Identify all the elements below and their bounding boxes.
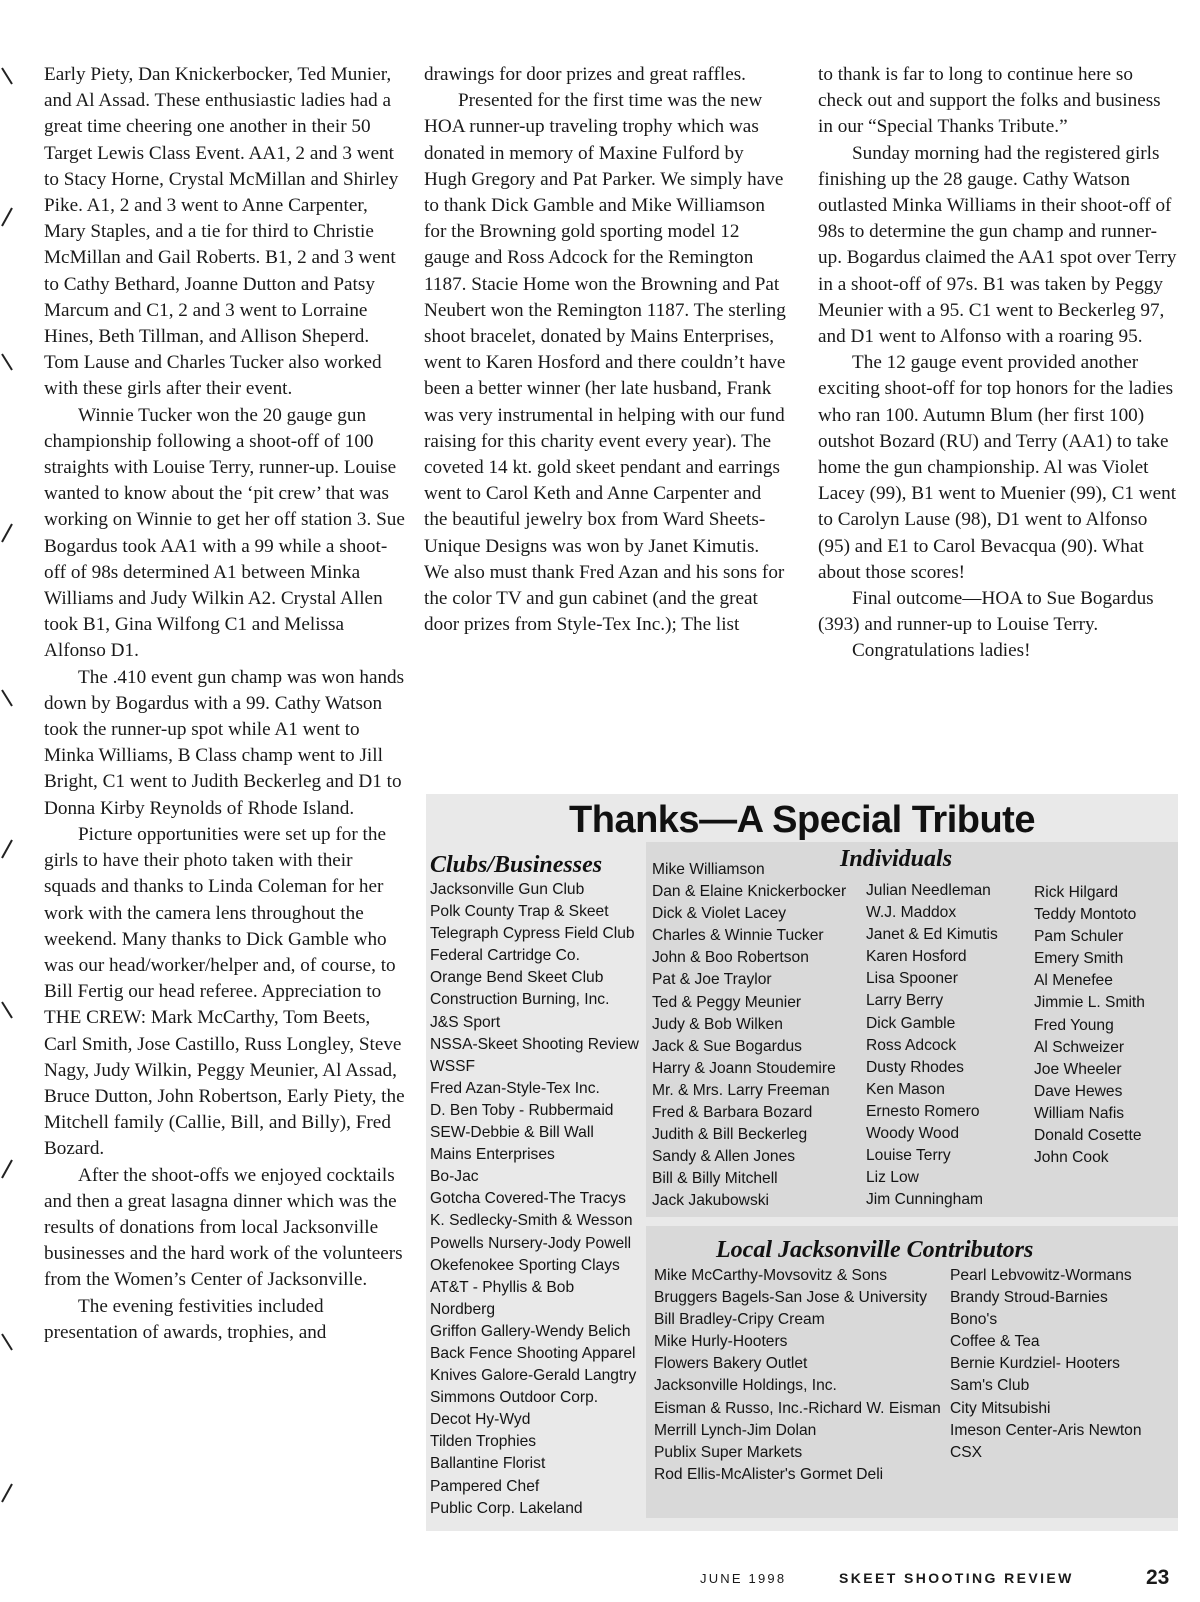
list-item: Gotcha Covered-The Tracys — [430, 1190, 626, 1208]
paragraph: to thank is far to long to continue here so check out and support the folks and business in our “Special Thanks Tribute.” — [818, 64, 1161, 138]
list-item: Pearl Lebvowitz-Wormans — [950, 1267, 1132, 1284]
list-item: Orange Bend Skeet Club — [430, 969, 604, 987]
list-item: Donald Cosette — [1034, 1127, 1142, 1145]
list-item: D. Ben Toby - Rubbermaid — [430, 1101, 614, 1119]
list-item: Woody Wood — [866, 1125, 960, 1143]
list-item: Fred Young — [1034, 1016, 1114, 1034]
local-contributors-list-1 — [654, 1265, 941, 1486]
list-item: Okefenokee Sporting Clays — [430, 1256, 620, 1274]
list-item: Mains Enterprises — [430, 1146, 555, 1164]
list-item: Coffee & Tea — [950, 1333, 1040, 1351]
article-column-1 — [44, 62, 406, 1346]
list-item: Sandy & Allen Jones — [652, 1148, 796, 1166]
article-column-2 — [424, 62, 788, 638]
list-item: Simmons Outdoor Corp. — [430, 1389, 599, 1407]
list-item: Joe Wheeler — [1034, 1060, 1122, 1078]
list-item: Pat & Joe Traylor — [652, 971, 772, 989]
paragraph: After the shoot-offs we enjoyed cocktails and then a great lasagna dinner which was the results of donations from local Jacksonville businesses and the hard work of the volunteers from the Women’s Center of Jacksonville. — [44, 1164, 403, 1291]
special-tribute-box — [426, 794, 1178, 1531]
list-item: Karen Hosford — [866, 948, 967, 966]
paragraph: Sunday morning had the registered girls finishing up the 28 gauge. Cathy Watson outlasted Minka Williams in their shoot-off of 98s to determine the gun champ and runner-up. Bogardus claimed the AA1 spot over Terry in a shoot-off of 97s. B1 was taken by Peggy Meunier with a 95. C1 went to Beckerleg 97, and D1 went to Alfonso with a roaring 95. — [818, 142, 1177, 348]
list-item: Ernesto Romero — [866, 1102, 980, 1120]
list-item: Sam's Club — [950, 1377, 1030, 1395]
list-item: Bono's — [950, 1311, 998, 1329]
list-item: Publix Super Markets — [654, 1443, 803, 1461]
individuals-heading: Individuals — [840, 846, 953, 872]
list-item: Bruggers Bagels-San Jose & University — [654, 1289, 928, 1307]
list-item: Knives Galore-Gerald Langtry — [430, 1367, 637, 1385]
list-item: Bo-Jac — [430, 1168, 479, 1186]
list-item: Jacksonville Holdings, Inc. — [654, 1377, 837, 1395]
list-item: Liz Low — [866, 1169, 919, 1187]
list-item: Construction Burning, Inc. — [430, 991, 610, 1009]
list-item: Judith & Bill Beckerleg — [652, 1126, 808, 1144]
paragraph: Picture opportunities were set up for the girls to have their photo taken with their squads and thanks to Linda Coleman for her work with the camera lens throughout the weekend. Many thanks to Dick Gamble who was our head/worker/helper and, of course, to Bill Fertig our head referee. Appreciation to THE CREW: Mark McCarthy, Tom Beets, Carl Smith, Jose Castillo, Russ Longley, Steve Nagy, Judy Wilkin, Peggy Meunier, Al Assad, Bruce Dutton, John Robertson, Early Piety, the Mitchell family (Callie, Bill, and Billy), Fred Bozard. — [44, 823, 405, 1160]
list-item: Al Menefee — [1034, 972, 1113, 990]
list-item: Bernie Kurdziel- Hooters — [950, 1355, 1120, 1373]
clubs-list — [430, 879, 639, 1520]
clubs-businesses-heading: Clubs/Businesses — [430, 852, 603, 878]
list-item: William Nafis — [1034, 1104, 1125, 1122]
list-item: Jack Jakubowski — [652, 1192, 769, 1210]
individuals-list-1 — [652, 859, 846, 1213]
list-item: Jimmie L. Smith — [1034, 994, 1145, 1012]
list-item: Pam Schuler — [1034, 928, 1124, 946]
list-item: Nordberg — [430, 1300, 496, 1318]
list-item: Jim Cunningham — [866, 1191, 984, 1209]
list-item: Mike McCarthy-Movsovitz & Sons — [654, 1267, 888, 1284]
list-item: John & Boo Robertson — [652, 949, 809, 967]
list-item: Pampered Chef — [430, 1477, 540, 1495]
individuals-list-3 — [1034, 882, 1145, 1169]
list-item: Mike Hurly-Hooters — [654, 1333, 788, 1351]
list-item: Judy & Bob Wilken — [652, 1015, 783, 1033]
list-item: Polk County Trap & Skeet — [430, 903, 609, 921]
tribute-title: Thanks—A Special Tribute — [569, 799, 1035, 841]
list-item: NSSA-Skeet Shooting Review — [430, 1035, 639, 1053]
list-item: Telegraph Cypress Field Club — [430, 925, 635, 943]
list-item: SEW-Debbie & Bill Wall — [430, 1124, 594, 1142]
list-item: Lisa Spooner — [866, 970, 958, 988]
paragraph: Final outcome—HOA to Sue Bogardus (393) and runner-up to Louise Terry. — [818, 588, 1154, 636]
list-item: Fred & Barbara Bozard — [652, 1104, 813, 1122]
list-item: Jack & Sue Bogardus — [652, 1037, 802, 1055]
page-footer — [700, 1568, 1180, 1592]
list-item: Charles & Winnie Tucker — [652, 927, 824, 945]
list-item: Mike Williamson — [652, 861, 765, 878]
list-item: Dick & Violet Lacey — [652, 905, 787, 923]
list-item: Jacksonville Gun Club — [430, 881, 585, 898]
magazine-name: SKEET SHOOTING REVIEW — [839, 1570, 1074, 1586]
list-item: Bill Bradley-Cripy Cream — [654, 1311, 825, 1329]
list-item: Eisman & Russo, Inc.-Richard W. Eisman — [654, 1399, 941, 1417]
list-item: Ballantine Florist — [430, 1455, 546, 1473]
paragraph: Winnie Tucker won the 20 gauge gun championship following a shoot-off of 100 straights with Louise Terry, runner-up. Louise wanted to know about the ‘pit crew’ that was working on Winnie to get her off station 3. Sue Bogardus took AA1 with a 99 while a shoot-off of 98s determined A1 between Minka Williams and Judy Wilkin A2. Crystal Allen took B1, Gina Wilfong C1 and Melissa Alfonso D1. — [44, 404, 405, 662]
list-item: City Mitsubishi — [950, 1399, 1051, 1417]
list-item: AT&T - Phyllis & Bob — [430, 1278, 575, 1296]
list-item: WSSF — [430, 1057, 476, 1075]
list-item: Flowers Bakery Outlet — [654, 1355, 808, 1373]
list-item: Bill & Billy Mitchell — [652, 1170, 778, 1188]
list-item: Fred Azan-Style-Tex Inc. — [430, 1079, 600, 1097]
list-item: Dick Gamble — [866, 1014, 956, 1032]
list-item: CSX — [950, 1443, 983, 1461]
paragraph: Early Piety, Dan Knickerbocker, Ted Munier, and Al Assad. These enthusiastic ladies had a great time cheering one another in their 50 Target Lewis Class Event. AA1, 2 and 3 went to Stacy Horne, Crystal McMillan and Shirley Pike. A1, 2 and 3 went to Anne Carpenter, Mary Staples, and a tie for third to Christie McMillan and Gail Roberts. B1, 2 and 3 went to Cathy Bethard, Joanne Dutton and Patsy Marcum and C1, 2 and 3 went to Lorraine Hines, Beth Tillman, and Allison Sheperd. Tom Lause and Charles Tucker also worked with these girls after their event. — [44, 64, 399, 400]
list-item: Back Fence Shooting Apparel — [430, 1344, 636, 1362]
list-item: Powells Nursery-Jody Powell — [430, 1234, 632, 1252]
list-item: K. Sedlecky-Smith & Wesson — [430, 1212, 633, 1230]
list-item: Janet & Ed Kimutis — [866, 926, 998, 944]
list-item: Imeson Center-Aris Newton — [950, 1421, 1142, 1439]
list-item: Dan & Elaine Knickerbocker — [652, 883, 847, 901]
paragraph: The .410 event gun champ was won hands down by Bogardus with a 99. Cathy Watson took the runner-up spot while A1 went to Minka Williams, B Class champ went to Jill Bright, C1 went to Judith Beckerleg and D1 to Donna Kirby Reynolds of Rhode Island. — [44, 666, 405, 819]
list-item: Tilden Trophies — [430, 1433, 537, 1451]
list-item: Teddy Montoto — [1034, 906, 1137, 924]
margin-hole-marks — [0, 0, 20, 1602]
list-item: Al Schweizer — [1034, 1038, 1125, 1056]
list-item: Dave Hewes — [1034, 1082, 1123, 1100]
list-item: Merrill Lynch-Jim Dolan — [654, 1421, 817, 1439]
list-item: W.J. Maddox — [866, 904, 957, 922]
list-item: Julian Needleman — [866, 882, 991, 899]
list-item: John Cook — [1034, 1149, 1109, 1167]
list-item: Rod Ellis-McAlister's Gormet Deli — [654, 1465, 884, 1483]
list-item: Ted & Peggy Meunier — [652, 993, 802, 1011]
paragraph: The 12 gauge event provided another exciting shoot-off for top honors for the ladies who ran 100. Autumn Blum (her first 100) outshot Bozard (RU) and Terry (AA1) to take home the gun championship. Al was Violet Lacey (99), B1 went to Muenier (99), C1 went to Carolyn Lause (98), D1 went to Alfonso (95) and E1 to Carol Bevacqua (90). What about those scores! — [818, 352, 1177, 583]
list-item: J&S Sport — [430, 1013, 501, 1031]
list-item: Decot Hy-Wyd — [430, 1411, 531, 1429]
paragraph: Congratulations ladies! — [852, 640, 1031, 662]
list-item: Dusty Rhodes — [866, 1058, 964, 1076]
list-item: Mr. & Mrs. Larry Freeman — [652, 1081, 830, 1099]
page-number: 23 — [1146, 1566, 1170, 1589]
local-contributors-list-2 — [950, 1265, 1142, 1464]
list-item: Emery Smith — [1034, 950, 1124, 968]
list-item: Brandy Stroud-Barnies — [950, 1289, 1108, 1307]
list-item: Federal Cartridge Co. — [430, 947, 580, 965]
list-item: Ken Mason — [866, 1080, 945, 1098]
list-item: Ross Adcock — [866, 1036, 957, 1054]
paragraph: The evening festivities included presentation of awards, trophies, and — [44, 1295, 327, 1343]
paragraph: drawings for door prizes and great raffles. — [424, 64, 746, 85]
list-item: Rick Hilgard — [1034, 884, 1119, 901]
list-item: Larry Berry — [866, 992, 944, 1010]
individuals-list-2 — [866, 880, 998, 1211]
list-item: Harry & Joann Stoudemire — [652, 1059, 836, 1077]
paragraph: Presented for the first time was the new HOA runner-up traveling trophy which was donated in memory of Maxine Fulford by Hugh Gregory and Pat Parker. We simply have to thank Dick Gamble and Mike Williamson for the Browning gold sporting model 12 gauge and Ross Adcock for the Remington 1187. Stacie Home won the Browning and Pat Neubert won the Remington 1187. The sterling shoot bracelet, donated by Mains Enterprises, went to Karen Hosford and there couldn’t have been a better winner (her late husband, Frank was very instrumental in helping with our fund raising for this charity event every year). The coveted 14 kt. gold skeet pendant and earrings went to Carol Keth and Anne Carpenter and the beautiful jewelry box from Ward Sheets-Unique Designs was won by Janet Kimutis. We also must thank Fred Azan and his sons for the color TV and gun cabinet (and the great door prizes from Style-Tex Inc.); The list — [424, 90, 786, 636]
list-item: Griffon Gallery-Wendy Belich — [430, 1322, 631, 1340]
local-contributors-heading: Local Jacksonville Contributors — [716, 1237, 1034, 1263]
list-item: Public Corp. Lakeland — [430, 1499, 583, 1517]
article-column-3 — [818, 62, 1178, 665]
issue-date: JUNE 1998 — [700, 1571, 787, 1586]
list-item: Louise Terry — [866, 1147, 951, 1165]
